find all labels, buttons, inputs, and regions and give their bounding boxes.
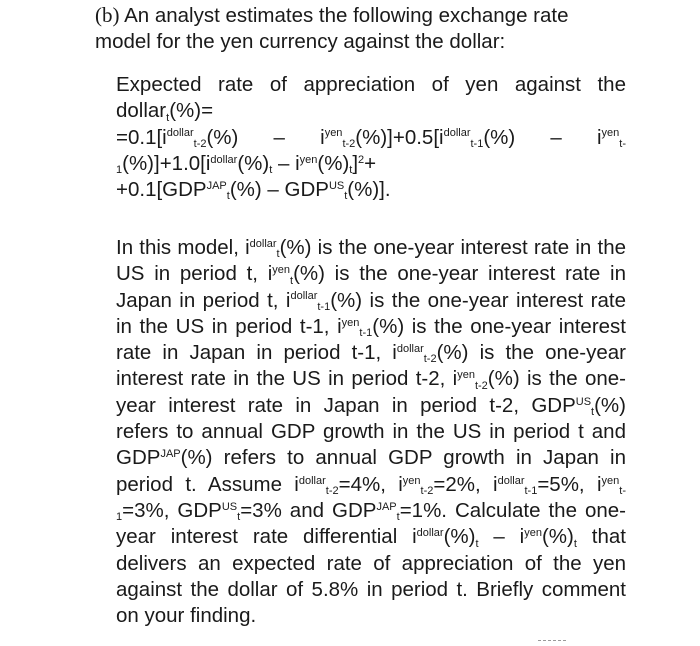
para-sub: t-1 <box>317 300 331 313</box>
question-intro-2: model for the yen currency against the dollar: <box>95 30 506 53</box>
para-sup: dollar <box>396 343 424 356</box>
para-sup: yen <box>272 264 290 277</box>
question-intro-1: An analyst estimates the following exchange rate <box>124 4 569 27</box>
formula-sub: t <box>269 164 273 177</box>
formula-sup: JAP <box>206 180 227 193</box>
formula-sup: dollar <box>210 153 238 166</box>
formula-text: (%)= <box>169 99 214 123</box>
formula-sub: t-2 <box>342 137 356 150</box>
para-text: (%) is the one-year interest rate in Japan in period t-1, i <box>116 314 626 365</box>
formula-sub: t-1 <box>116 137 627 177</box>
para-sub: t <box>237 511 241 524</box>
page-edge-mark <box>538 640 566 643</box>
exchange-rate-model-formula: Expected rate of appreciation of yen against the dollar$_t$(%)= $=0.1[i^{dollar}_{t-2}(\%) - i^{yen}_{t-2}(\%)]+0.5[i^{dollar}_{t-1}(\%) - i^{yen}_{t-1}(\%)]+1.0[i^{dollar}(\%)_t - i^{yen}(\%)_t]^2+$ $+0.1[GDP^{JAP}_t(\%) - GDP^{US}_t(\%)]$. <box>116 73 627 203</box>
formula-sub: t <box>344 190 348 203</box>
para-text: that delivers an expected rate of appreciation of the yen against the dollar of 5.8% in period t. Briefly comment on your finding. <box>116 525 626 628</box>
formula-sub: t <box>226 190 230 203</box>
para-sub: t-1 <box>116 484 626 524</box>
para-sub: t-2 <box>474 379 488 392</box>
para-sup: JAP <box>160 448 181 461</box>
para-sub: t-1 <box>524 484 538 497</box>
para-sup: dollar <box>416 527 444 540</box>
para-sub: t-1 <box>359 327 373 340</box>
question-heading <box>95 2 615 55</box>
formula-sup: dollar <box>166 127 194 140</box>
para-text: (%) is the one-year interest rate in the US in period t-2, i <box>116 341 626 391</box>
para-sub: t-2 <box>423 353 437 366</box>
para-sup: dollar <box>290 290 318 303</box>
para-sub: t-2 <box>420 484 434 497</box>
para-text: =3%, GDP <box>122 498 222 522</box>
para-text: (%) refers to annual GDP growth in Japan in period t. Assume i <box>116 446 626 496</box>
formula-sup: US <box>328 180 345 193</box>
question-label: (b) <box>95 3 120 27</box>
para-sup: yen <box>457 369 475 382</box>
para-text: (%) is the one-year interest rate in the US in period t-1, i <box>116 288 627 338</box>
formula-sub: t-2 <box>193 137 207 150</box>
para-sub: t <box>396 511 400 524</box>
formula-sup: yen <box>601 127 620 140</box>
para-sup: dollar <box>249 237 277 250</box>
para-sup: yen <box>524 527 542 540</box>
para-text: =1%. Calculate the one-year interest rate differential i <box>116 498 627 549</box>
para-sup: JAP <box>376 500 397 513</box>
para-sup: dollar <box>497 474 525 487</box>
formula-sub: t <box>349 164 353 177</box>
para-sup: US <box>221 500 238 513</box>
para-text: (%) is the one-year interest rate in Japan in period t-2, GDP <box>116 367 626 417</box>
formula-lead: Expected rate of appreciation of yen against the dollar <box>116 73 626 123</box>
formula-sup: dollar <box>443 127 471 140</box>
para-sup: yen <box>402 474 421 487</box>
para-sub: t <box>573 537 577 550</box>
model-explanation-paragraph: In this model, $i^{dollar}_t(\%)$ is the one-year interest rate in the US in period t, $i^{yen}_t(\%)$ is the one-year interest rate in Japan in period t, $i^{dollar}_{t-1}(\%)$ is the one-year interest rate in the US in period t-1, $i^{yen}_{t-1}(\%)$ is the one-year interest rate in Japan in period t-1, $i^{dollar}_{t-2}(\%)$ is the one-year interest rate in the US in period t-2, $i^{yen}_{t-2}(\%)$ is the one-year interest rate in Japan in period t-2, $GDP^{US}_t(\%)$ refers to annual GDP growth in the US in period t and $GDP^{JAP}(\%)$ refers to annual GDP growth in Japan in period t. Assume $i^{dollar}_{t-2}=4\%$, $i^{yen}_{t-2}=2\%$, $i^{dollar}_{t-1}=5\%$, $i^{yen}_{t-1}=3\%$, $GDP^{US}_t=3\%$ and $GDP^{JAP}_t=1\%$. Calculate the one-year interest rate differential $i^{dollar}(\%)_t - i^{yen}(\%)_t$ that delivers an expected rate of appreciation of the yen against the dollar of 5.8% in period t. Briefly comment on your finding. <box>116 236 627 628</box>
para-text: – i <box>478 525 525 549</box>
para-sub: t <box>591 406 595 419</box>
para-text: =2%, i <box>433 472 498 496</box>
para-sub: t <box>276 248 280 261</box>
para-sup: US <box>575 395 592 408</box>
formula-sub: t <box>166 111 170 124</box>
formula-sup: yen <box>299 153 318 166</box>
para-text: In this model, i <box>116 236 250 259</box>
para-text: =3% and GDP <box>240 498 377 522</box>
para-sup: dollar <box>298 474 326 487</box>
para-sub: t <box>475 537 479 550</box>
para-text: (%) refers to annual GDP growth in the US in period t and GDP <box>116 393 626 470</box>
para-text: =5%, i <box>537 472 602 496</box>
para-sup: yen <box>341 316 360 329</box>
para-text: (%) is the one-year interest rate in Japan in period t, i <box>116 262 626 312</box>
para-sup: yen <box>601 474 620 487</box>
para-sub: t-2 <box>325 484 339 497</box>
para-text: (%) is the one-year interest rate in the US in period t, i <box>116 236 626 286</box>
formula-sub: t-1 <box>470 137 484 150</box>
para-sub: t <box>290 274 294 287</box>
formula-sup: yen <box>324 127 343 140</box>
para-text: =4%, i <box>338 472 403 496</box>
formula-sup: 2 <box>358 153 365 166</box>
